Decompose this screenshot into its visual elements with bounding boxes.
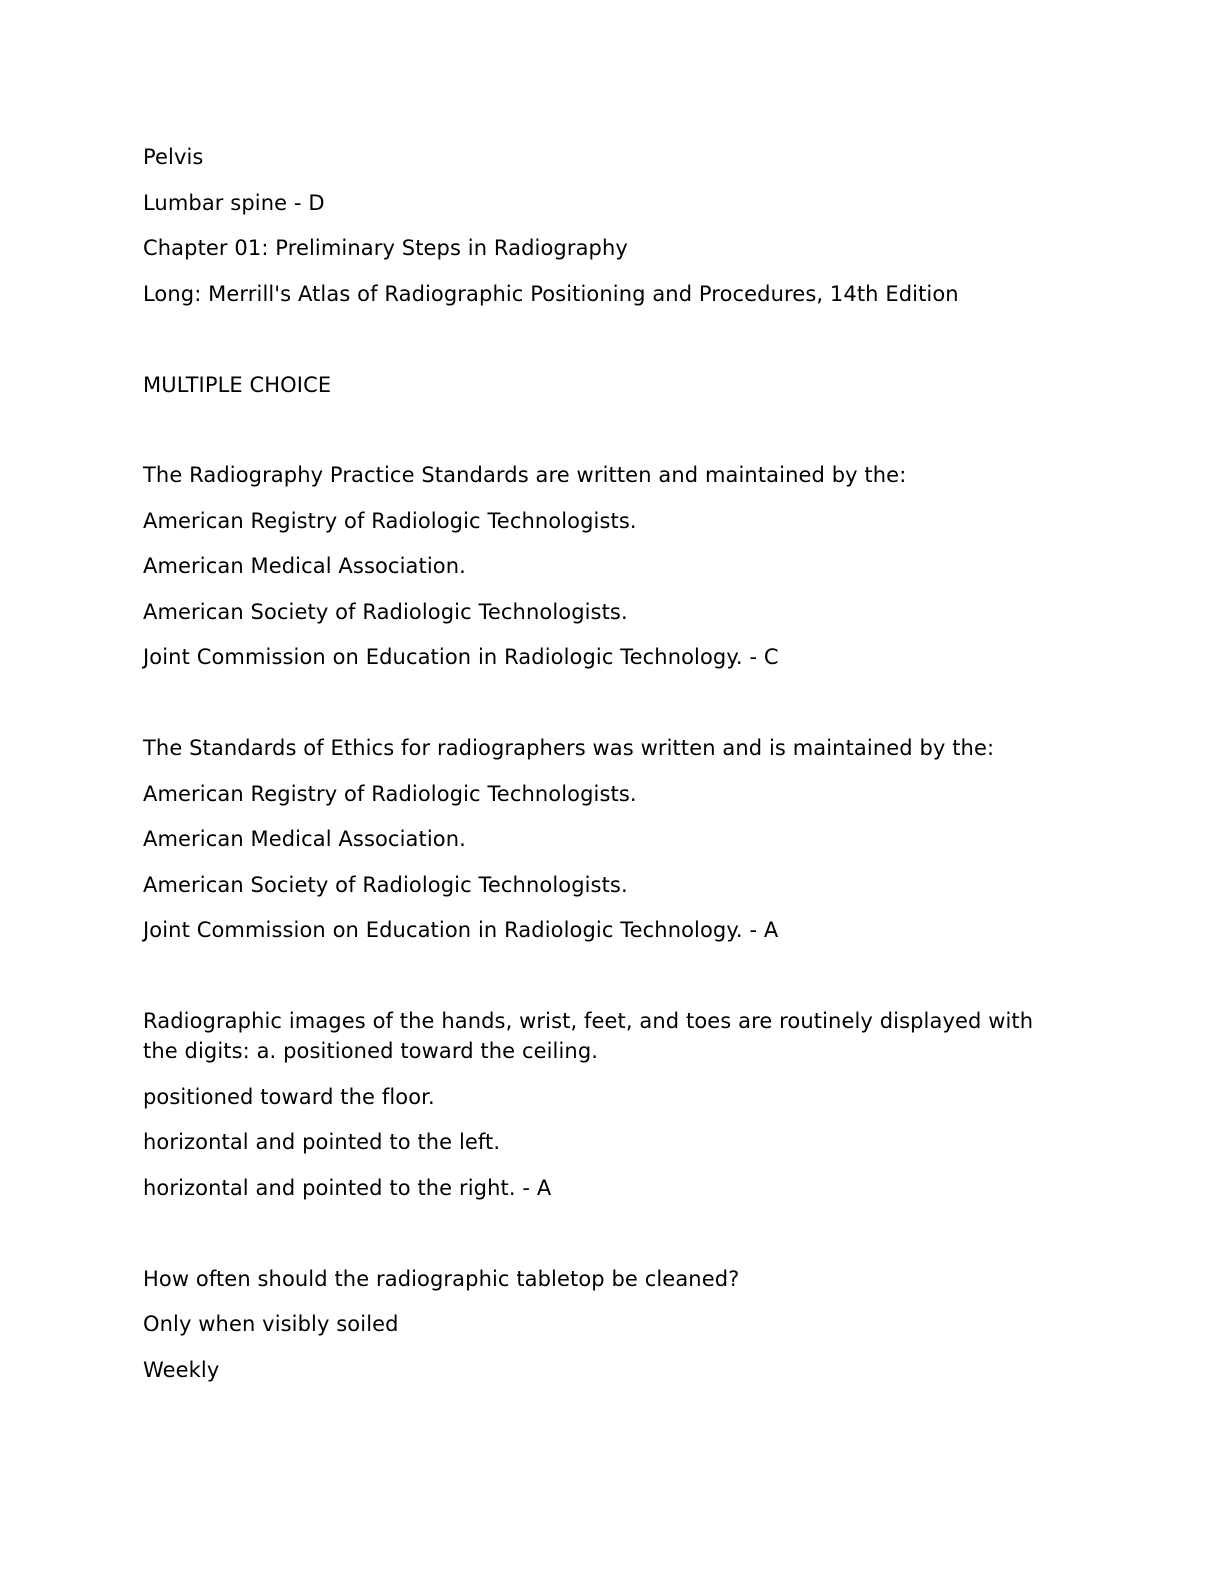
question-1-prompt: The Radiography Practice Standards are written and maintained by the: (143, 463, 907, 487)
question-3-prompt: Radiographic images of the hands, wrist, feet, and toes are routinely displayed with the digits: a. positioned toward the ceiling. (143, 1009, 1034, 1063)
question-2-option-a: American Registry of Radiologic Technologists. (143, 782, 637, 806)
book-title: Long: Merrill's Atlas of Radiographic Positioning and Procedures, 14th Edition (143, 282, 959, 306)
question-3-option-c: horizontal and pointed to the left. (143, 1130, 501, 1154)
question-4-option-a: Only when visibly soiled (143, 1312, 399, 1336)
question-1-option-b: American Medical Association. (143, 554, 466, 578)
question-3-option-d: horizontal and pointed to the right. - A (143, 1176, 552, 1200)
header-line-pelvis: Pelvis (143, 145, 204, 169)
question-4-option-b: Weekly (143, 1358, 220, 1382)
question-4-prompt: How often should the radiographic tabletop be cleaned? (143, 1267, 740, 1291)
section-title: MULTIPLE CHOICE (143, 373, 332, 397)
question-2-option-d: Joint Commission on Education in Radiologic Technology. - A (143, 918, 779, 942)
question-1-option-d: Joint Commission on Education in Radiologic Technology. - C (143, 645, 779, 669)
question-2-option-b: American Medical Association. (143, 827, 466, 851)
question-1-option-c: American Society of Radiologic Technologists. (143, 600, 628, 624)
question-1-option-a: American Registry of Radiologic Technologists. (143, 509, 637, 533)
header-line-lumbar: Lumbar spine - D (143, 191, 325, 215)
question-3-option-b: positioned toward the floor. (143, 1085, 435, 1109)
chapter-title: Chapter 01: Preliminary Steps in Radiography (143, 236, 628, 260)
question-2-prompt: The Standards of Ethics for radiographers was written and is maintained by the: (143, 736, 995, 760)
question-2-option-c: American Society of Radiologic Technologists. (143, 873, 628, 897)
